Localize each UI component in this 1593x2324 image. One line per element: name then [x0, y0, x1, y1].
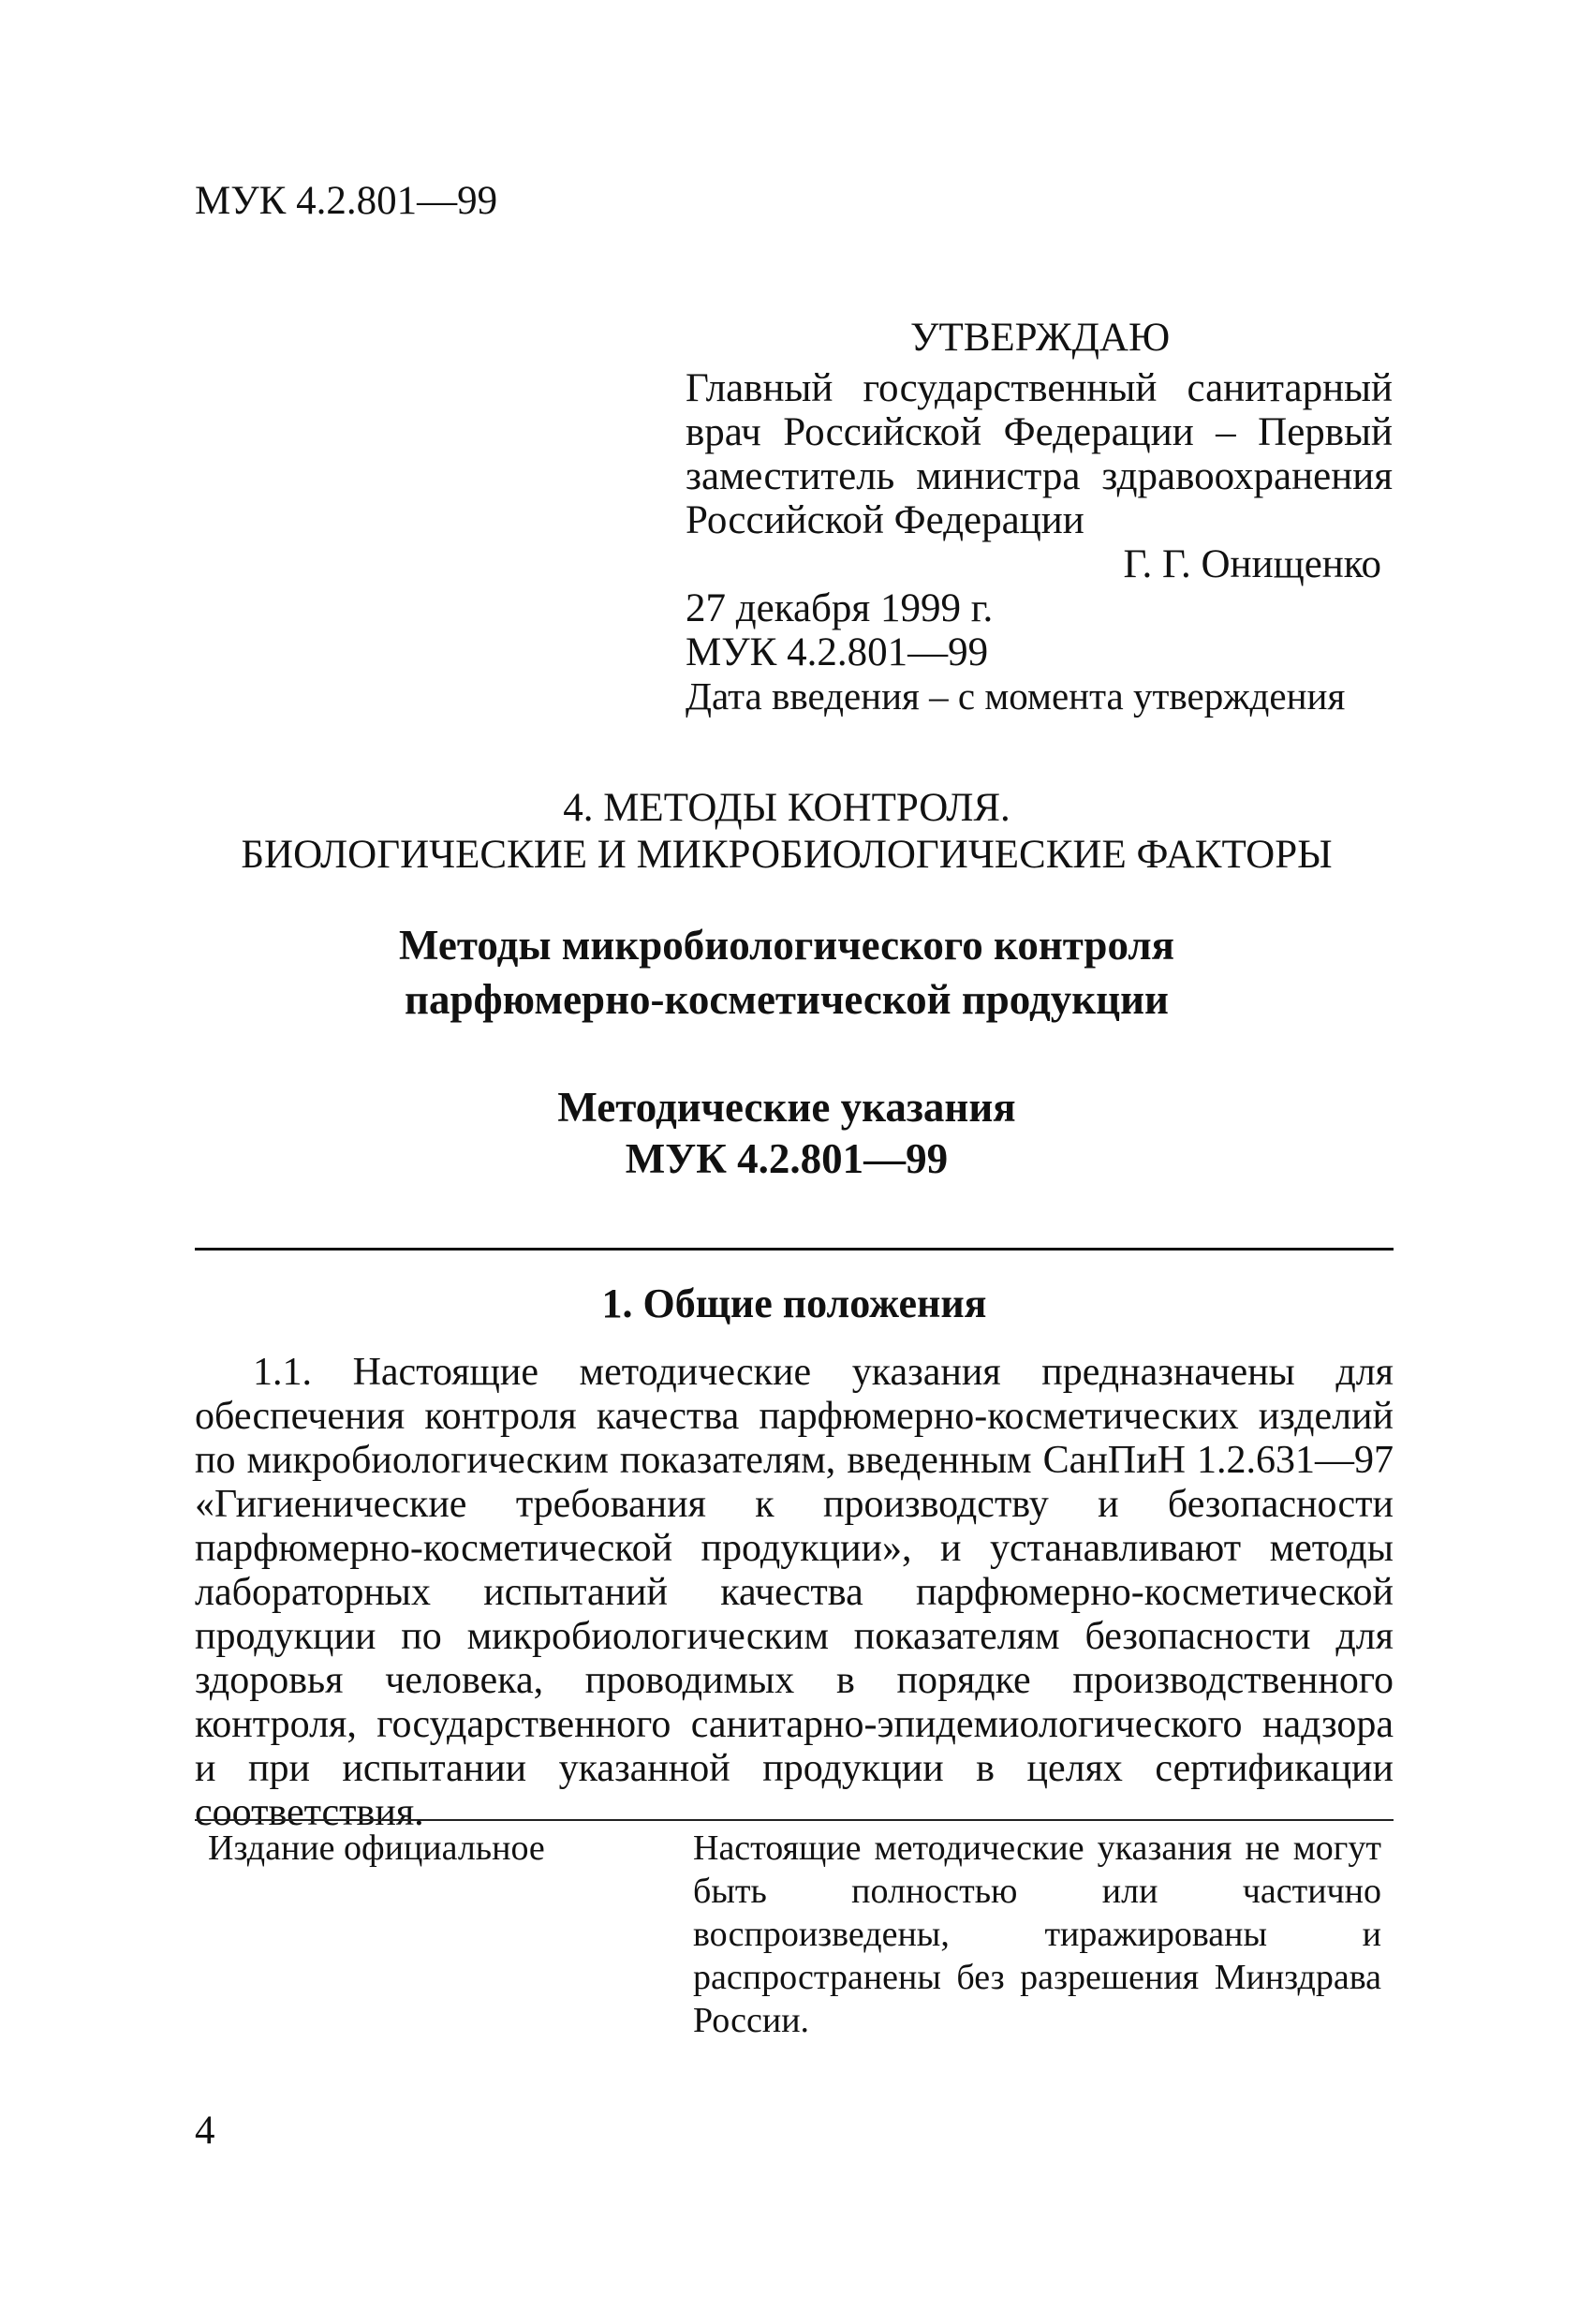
footer-copyright-notice: Настоящие методические указания не могут быть полностью или частично воспроизведены, тиражированы и распространены без разрешения Минздрава России.: [693, 1828, 1381, 2040]
document-type-line-1: Методические указания: [557, 1084, 1016, 1131]
document-type-line-2: МУК 4.2.801—99: [625, 1135, 949, 1182]
approval-signer-name: Г. Г. Онищенко: [1123, 542, 1381, 586]
approval-doc-code: МУК 4.2.801—99: [686, 630, 989, 674]
section-heading-line-1: 4. МЕТОДЫ КОНТРОЛЯ.: [563, 786, 1010, 830]
page-number: 4: [195, 2109, 215, 2153]
document-title-line-1: Методы микробиологического контроля: [399, 922, 1174, 969]
approval-official-position: Главный государственный санитарный врач Российской Федерации – Первый заместитель министра здравоохранения Российской Федерации: [686, 366, 1393, 542]
footer-edition: Издание официальное: [208, 1828, 545, 1868]
chapter-heading: 1. Общие положения: [601, 1280, 987, 1326]
document-type: [169, 1082, 1405, 1185]
header-doc-code: МУК 4.2.801—99: [195, 179, 498, 223]
divider-top: [195, 1248, 1394, 1251]
divider-footer: [195, 1819, 1394, 1821]
section-heading-line-2: БИОЛОГИЧЕСКИЕ И МИКРОБИОЛОГИЧЕСКИЕ ФАКТОРЫ: [241, 833, 1333, 877]
approval-date: 27 декабря 1999 г.: [686, 586, 994, 630]
document-title-line-2: парфюмерно-косметической продукции: [405, 976, 1169, 1023]
paragraph-1-1: 1.1. Настоящие методические указания предназначены для обеспечения контроля качества парфюмерно-косметических изделий по микробиологическим показателям, введенным СанПиН 1.2.631—97 «Гигиенические требования к производству и безопасности парфюмерно-косметической продукции», и устанавливают методы лабораторных испытаний качества парфюмерно-косметической продукции по микробиологическим показателям безопасности для здоровья человека, проводимых в порядке производственного контроля, государственного санитарно-эпидемиологического надзора и при испытании указанной продукции в целях сертификации соответствия.: [195, 1351, 1394, 1834]
approval-title: УТВЕРЖДАЮ: [910, 316, 1171, 360]
section-heading: [169, 785, 1405, 879]
approval-intro-date: Дата введения – с момента утверждения: [686, 674, 1346, 718]
approval-block: [686, 314, 1393, 718]
document-title: [169, 918, 1405, 1027]
